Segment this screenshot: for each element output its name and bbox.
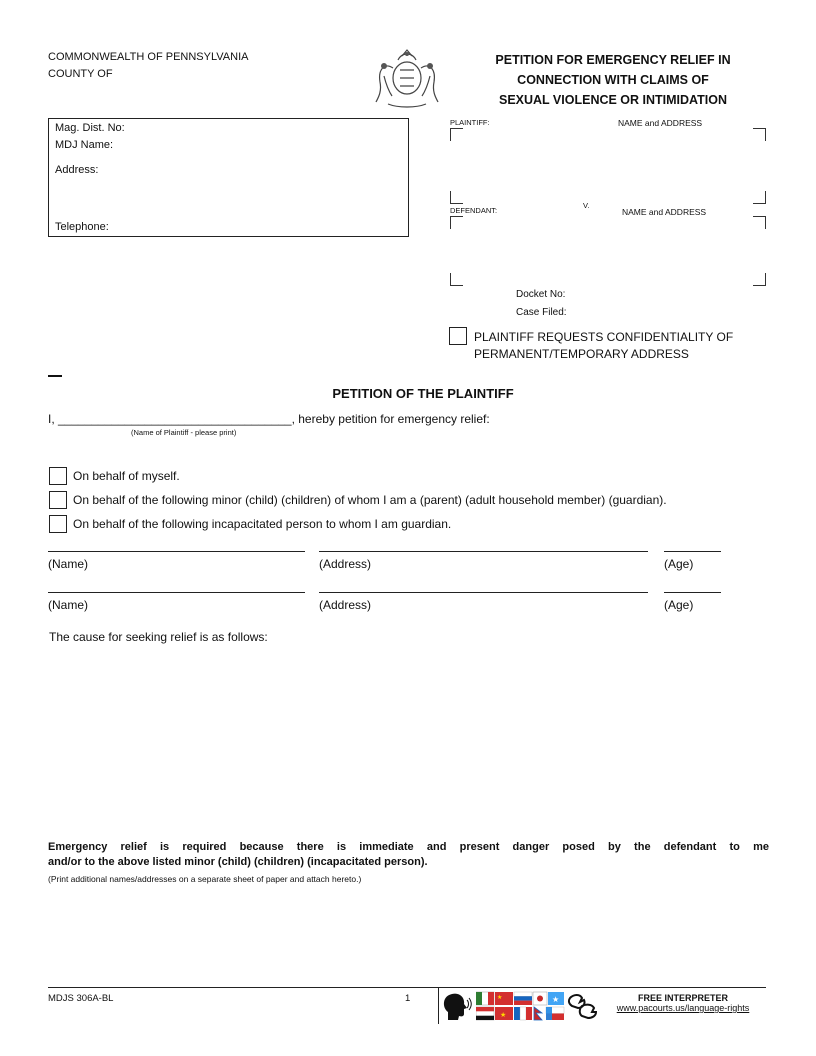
interpreter-title: FREE INTERPRETER — [637, 993, 728, 1003]
confidentiality-line-1: PLAINTIFF REQUESTS CONFIDENTIALITY OF — [474, 330, 734, 344]
case-filed-label: Case Filed: — [516, 307, 567, 318]
cause-label: The cause for seeking relief is as follows: — [49, 630, 268, 644]
interpreter-link[interactable]: www.pacourts.us/language-rights — [616, 1003, 750, 1013]
title-line-2: CONNECTION WITH CLAIMS OF — [517, 73, 709, 87]
address-line[interactable] — [319, 551, 648, 552]
plaintiff-name-address-label: NAME and ADDRESS — [618, 118, 703, 128]
plaintiff-corner-tl — [450, 128, 463, 141]
age-line[interactable] — [664, 592, 721, 593]
plaintiff-corner-bl — [450, 191, 463, 204]
option-incapacitated-label: On behalf of the following incapacitated person to whom I am guardian. — [73, 517, 452, 531]
option-myself-label: On behalf of myself. — [73, 469, 180, 483]
emergency-statement-line-2: and/or to the above listed minor (child) (children) (incapacitated person). — [48, 856, 428, 868]
title-line-1: PETITION FOR EMERGENCY RELIEF IN — [495, 53, 731, 67]
docket-label: Docket No: — [516, 289, 566, 300]
mdj-info-box — [48, 118, 409, 237]
plaintiff-corner-br — [753, 191, 766, 204]
jurisdiction-county: COUNTY OF — [48, 68, 113, 80]
defendant-corner-br — [753, 273, 766, 286]
petition-intro: I, ___________________________________, hereby petition for emergency relief: — [48, 412, 490, 426]
mdj-name-label: MDJ Name: — [55, 139, 114, 151]
svg-text:★: ★ — [497, 994, 503, 1001]
confidentiality-line-2: PERMANENT/TEMPORARY ADDRESS — [474, 347, 689, 361]
speaking-head-icon — [440, 990, 472, 1022]
pennsylvania-seal-icon — [370, 48, 444, 110]
emergency-statement-line-1: Emergency relief is required because there is immediate and present danger posed by the defendant to me — [48, 841, 769, 853]
name-line[interactable] — [48, 592, 305, 593]
page-number: 1 — [405, 993, 411, 1004]
name-caption: (Name) — [48, 598, 89, 612]
cause-text-area[interactable] — [48, 648, 768, 828]
sign-language-icon — [566, 992, 598, 1020]
address-label: Address: — [55, 164, 99, 176]
confidentiality-text — [474, 329, 733, 363]
section-marker — [48, 375, 62, 377]
age-caption: (Age) — [664, 557, 694, 571]
defendant-corner-bl — [450, 273, 463, 286]
option-minor-label: On behalf of the following minor (child) (children) of whom I am a (parent) (adult household member) (guardian). — [73, 493, 667, 507]
confidentiality-checkbox[interactable] — [449, 327, 467, 345]
name-caption: (Name) — [48, 557, 89, 571]
option-minor-checkbox[interactable] — [49, 491, 67, 509]
jurisdiction-state: COMMONWEALTH OF PENNSYLVANIA — [48, 51, 249, 63]
name-line[interactable] — [48, 551, 305, 552]
additional-names-note: (Print additional names/addresses on a separate sheet of paper and attach hereto.) — [48, 874, 362, 884]
form-id: MDJS 306A-BL — [48, 993, 114, 1004]
plaintiff-corner-tr — [753, 128, 766, 141]
language-flags-icon — [476, 991, 566, 1021]
title-line-3: SEXUAL VIOLENCE OR INTIMIDATION — [498, 93, 728, 107]
defendant-name-address-label: NAME and ADDRESS — [622, 207, 707, 217]
age-caption: (Age) — [664, 598, 694, 612]
footer-rule — [48, 987, 766, 988]
mag-dist-label: Mag. Dist. No: — [55, 122, 125, 134]
address-line[interactable] — [319, 592, 648, 593]
option-incapacitated-checkbox[interactable] — [49, 515, 67, 533]
plaintiff-name-hint: (Name of Plaintiff - please print) — [131, 428, 237, 437]
age-line[interactable] — [664, 551, 721, 552]
address-caption: (Address) — [319, 598, 372, 612]
plaintiff-label: PLAINTIFF: — [450, 118, 490, 127]
form-title — [468, 50, 758, 110]
defendant-corner-tl — [450, 216, 463, 229]
section-title: PETITION OF THE PLAINTIFF — [332, 386, 514, 401]
footer-divider — [438, 988, 439, 1024]
telephone-label: Telephone: — [55, 221, 109, 233]
svg-text:★: ★ — [500, 1011, 507, 1019]
defendant-label: DEFENDANT: — [450, 206, 498, 215]
versus-label: V. — [583, 201, 590, 210]
defendant-corner-tr — [753, 216, 766, 229]
address-caption: (Address) — [319, 557, 372, 571]
svg-text:★: ★ — [552, 995, 560, 1004]
option-myself-checkbox[interactable] — [49, 467, 67, 485]
